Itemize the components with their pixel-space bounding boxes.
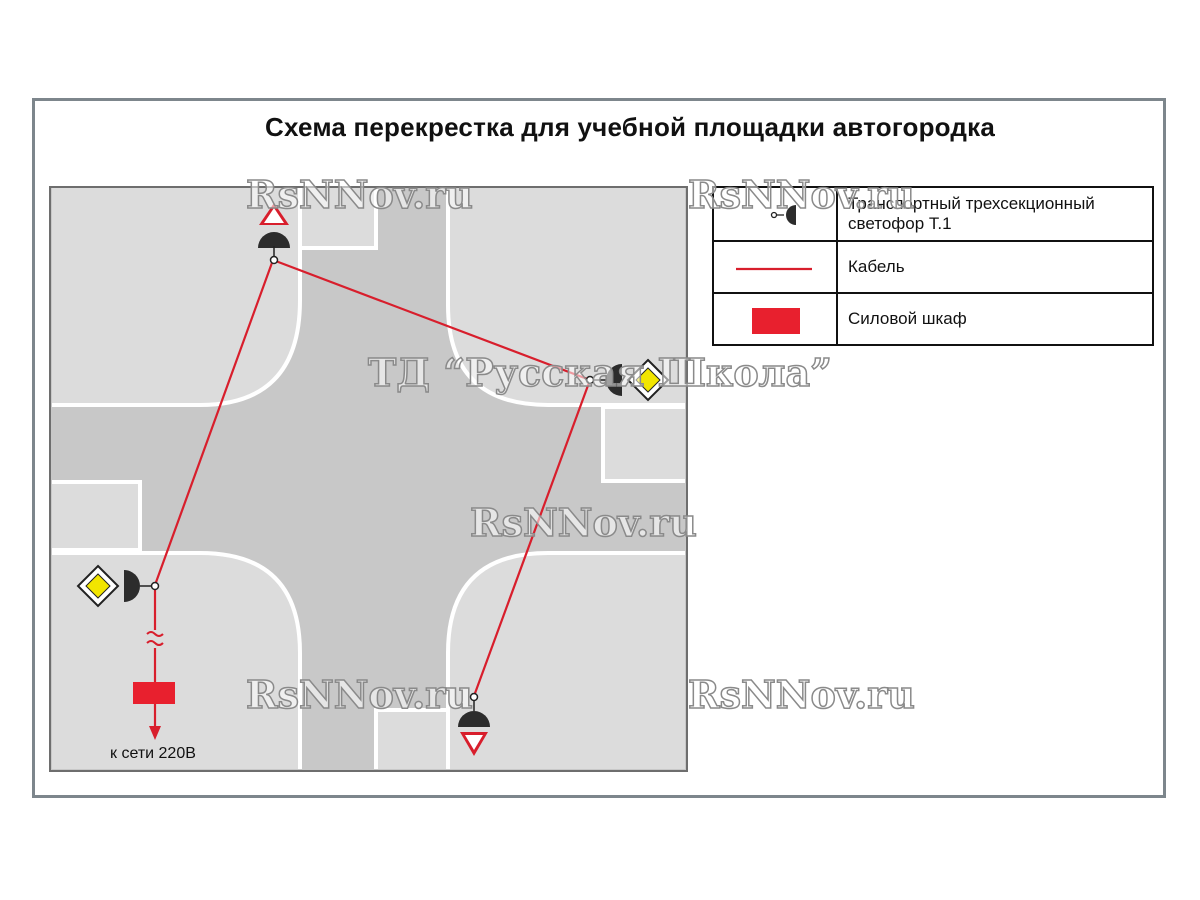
page-title: Схема перекрестка для учебной площадки автогородка [265,112,995,142]
cable-line-icon [714,242,834,294]
watermark-site: RsNNov.ru [688,172,915,217]
legend-row-cable [714,240,1154,292]
traffic-light-icon [714,188,834,240]
legend-row-cabinet [714,292,1154,344]
watermark-company: ТД “Русская Школа” [368,350,832,395]
power-cabinet-icon [714,294,834,346]
watermark-site: RsNNov.ru [246,672,473,717]
watermark-site: RsNNov.ru [470,500,697,545]
network-label: к сети 220В [110,745,196,762]
legend-label-cabinet: Силовой шкаф [848,309,967,328]
legend-label-traffic-light: Транспортный трехсекционный светофор Т.1 [848,194,1095,233]
island-right [603,407,685,479]
watermark-site: RsNNov.ru [246,172,473,217]
island-top [302,188,374,248]
island-left [52,482,140,550]
power-cabinet [133,682,175,704]
legend-row-traffic-light [714,188,1154,240]
island-bottom [376,710,446,769]
watermark-site: RsNNov.ru [688,672,915,717]
legend-label-cable: Кабель [848,257,905,276]
legend-table [712,186,1154,346]
